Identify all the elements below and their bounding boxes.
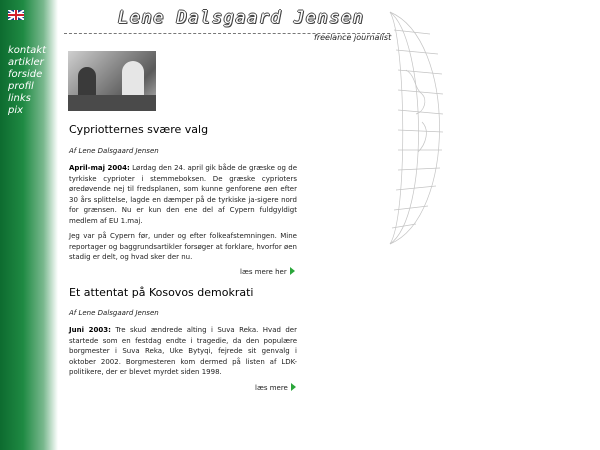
read-more-link[interactable] [240, 267, 295, 276]
article-text: Lørdag den 24. april gik både de græske og de tyrkiske cyprioter i stemmeboksen. De græske cyprioters øredøvende nej til fredsplanen, som kunne genforene øen efter 30 års splittelse, lagde en dæmper på de tyrkiske ja-sigere nord for grænsen. Nu er kun den ene del af Cypern fuldgyldigt medlem af EU 1.maj. [69, 164, 297, 225]
nav-pix[interactable]: pix [8, 105, 24, 116]
nav-profil[interactable]: profil [8, 81, 34, 92]
article-date: April-maj 2004: [69, 164, 130, 172]
uk-flag-icon[interactable] [8, 10, 24, 20]
article-photo [68, 51, 156, 111]
article-byline-wrap [69, 147, 297, 155]
article-cyprus [69, 123, 297, 136]
site-subtitle: freelance journalist [314, 33, 392, 42]
nav-links[interactable]: links [8, 93, 31, 104]
article-title[interactable]: Cypriotternes svære valg [69, 123, 209, 136]
article-paragraph-2: Jeg var på Cypern før, under og efter folkeafstemningen. Mine reportager og baggrundsartikler forsøger at forklare, hvorfor øen stadig er delt, og hvad sker der nu. [69, 232, 297, 261]
article-body-3 [69, 325, 297, 378]
nav-forside[interactable]: forside [8, 69, 43, 80]
read-more-label-2: læs mere [255, 384, 288, 392]
read-more-label: læs mere her [240, 268, 287, 276]
article-byline-2: Af Lene Dalsgaard Jensen [69, 309, 159, 317]
arrow-right-icon [291, 383, 296, 391]
article-title-2[interactable]: Et attentat på Kosovos demokrati [69, 286, 254, 299]
nav-artikler[interactable]: artikler [8, 57, 44, 68]
arrow-right-icon [290, 267, 295, 275]
article-date-2: Juni 2003: [69, 326, 111, 334]
article-body [69, 163, 297, 226]
article-body-2 [69, 231, 297, 263]
site-title: Lene Dalsgaard Jensen [118, 8, 365, 28]
article-byline: Af Lene Dalsgaard Jensen [69, 147, 159, 155]
article-byline-wrap-2 [69, 309, 297, 317]
article-kosovo [69, 286, 297, 299]
read-more-link-2[interactable] [255, 383, 296, 392]
globe-graphic-icon [386, 10, 444, 246]
nav-kontakt[interactable]: kontakt [8, 45, 47, 56]
article-paragraph [69, 163, 297, 226]
article-text-2: Tre skud ændrede alting i Suva Reka. Hvad der startede som en festdag endte i tragedie, da den populære borgmester i Suva Reka, Uke Bytyqi, fejrede sit genvalg i oktober 2002. Borgmesteren kom dermed på listen af LDK-politikere, der er blevet myrdet siden 1998. [69, 326, 297, 376]
main-nav [8, 45, 46, 117]
article-paragraph-3 [69, 325, 297, 378]
